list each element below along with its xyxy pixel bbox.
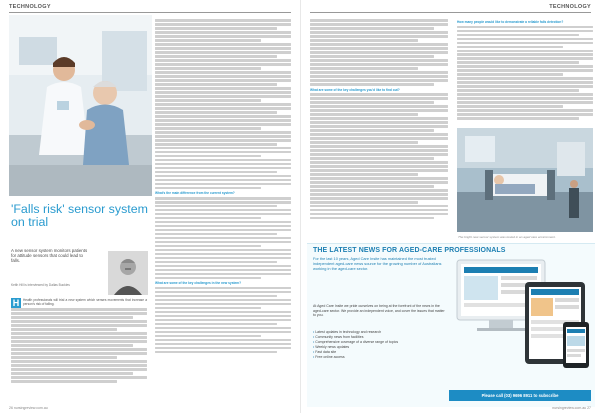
right-subhead-1: What are some of the key challenges you'd like to find out? [310,87,400,92]
photo-caption: The bright new sensor system was tested in an aged care environment. [458,235,556,239]
ad-bullet-list [313,330,445,359]
left-body-column-2 [155,18,291,355]
article-byline: Keith Hill is interviewed by Dallas Buckles [11,283,70,287]
drop-cap: H [12,298,20,308]
right-page [300,0,600,413]
right-body-column-1 [310,18,448,221]
ad-bullet: • Community news from facilities [313,335,445,340]
hero-photo [9,15,152,196]
advertisement[interactable] [307,243,595,407]
section-tag-left: TECHNOLOGY [9,4,51,10]
left-body-column-1 [11,298,147,384]
ad-subscribe-cta[interactable]: Please call (03) 9696 8911 to subscribe [449,390,591,401]
opening-paragraph: H Health professionals will trial a new system which senses movements that increase a person's risk of falling. [12,298,147,308]
top-rule-left [9,12,291,13]
ad-bullet: • Latest updates in technology and research [313,330,445,335]
top-rule-right [310,12,591,13]
right-footer: nursingreview.com.au 27 [552,406,591,410]
ad-device-collage [455,252,591,387]
article-headline: 'Falls risk' sensor system on trial [11,202,148,229]
ad-bullet: • Fast data site [313,350,445,355]
right-body-column-2 [457,18,593,121]
left-footer: 26 nursingreview.com.au [9,406,48,410]
author-headshot [108,251,148,295]
ad-body: At Aged Care Insite we pride ourselves on being at the forefront of the news in the aged-care sector. We provide an independent voice, and cover the issues that matter to you. [313,304,445,317]
ad-bullet: • Comprehensive coverage of a diverse range of topics [313,340,445,345]
article-standfirst: A new sensor system monitors patients for attitude sensors that could lead to falls. [11,248,88,264]
right-subhead-2: How many people would like to demonstrate a reliable falls detection? [457,20,564,24]
ad-bullet: • Free online access [313,355,445,360]
sensor-room-photo [457,128,593,232]
left-subhead-2: What are some of the key challenges in the new system? [155,281,242,286]
ad-intro: For the last 10 years, Aged Care Insite has maintained the most trusted independent aged-care news source for the growing number of Australians working in the aged-care sector. [313,256,442,271]
ad-title: THE LATEST NEWS FOR AGED-CARE PROFESSIONALS [313,247,506,254]
left-subhead-1: What's the main difference from the current system? [155,191,235,196]
section-tag-right: TECHNOLOGY [549,4,591,10]
ad-bullet: • Weekly news updates [313,345,445,350]
